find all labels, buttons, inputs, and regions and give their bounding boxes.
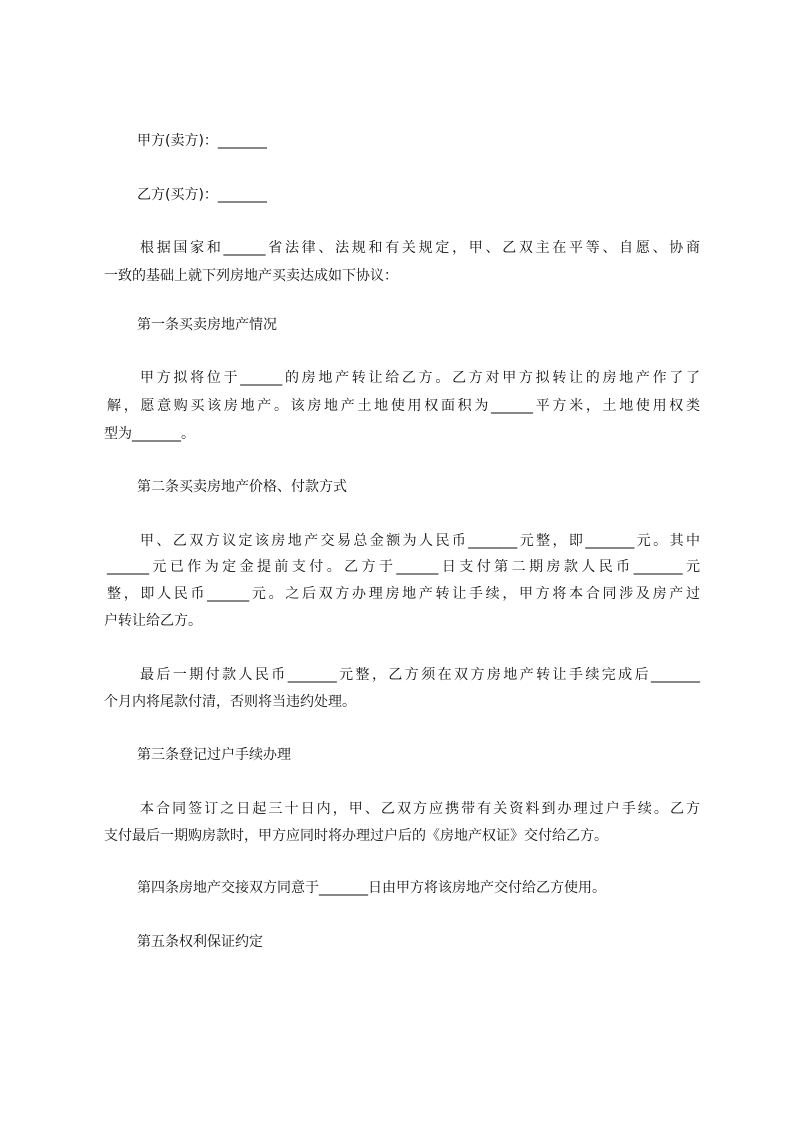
article2-final-line: 个月内将尾款付清，否则将当违约处理。 [104, 694, 356, 710]
article1-title: 第一条买卖房地产情况 [137, 317, 277, 333]
article2-line: 甲、乙双方议定该房地产交易总金额为人民币_______元整，即_______元。其中 [140, 533, 700, 549]
party-a-line: 甲方(卖方)：_______ [137, 133, 267, 149]
article5-title: 第五条权利保证约定 [137, 934, 263, 950]
party-b-line: 乙方(买方)：_______ [137, 187, 267, 203]
preamble-line: 一致的基础上就下列房地产买卖达成如下协议： [104, 268, 398, 284]
article1-line: 甲方拟将位于______的房地产转让给乙方。乙方对甲方拟转让的房地产作了了 [140, 370, 700, 386]
article4-line: 第四条房地产交接双方同意于_______日由甲方将该房地产交付给乙方使用。 [137, 880, 606, 896]
article3-line: 支付最后一期购房款时，甲方应同时将办理过户后的《房地产权证》交付给乙方。 [104, 828, 608, 844]
article2-title: 第二条买卖房地产价格、付款方式 [137, 479, 347, 495]
article3-line: 本合同签订之日起三十日内，甲、乙双方应携带有关资料到办理过户手续。乙方 [140, 801, 700, 817]
article2-final-line: 最后一期付款人民币_______元整，乙方须在双方房地产转让手续完成后_______ [140, 667, 700, 683]
article2-line: 户转让给乙方。 [104, 613, 202, 629]
article1-line: 解，愿意购买该房地产。该房地产土地使用权面积为______平方米，土地使用权类 [107, 398, 700, 414]
article2-line: 整，即人民币______元。之后双方办理房地产转让手续，甲方将本合同涉及房产过 [107, 586, 700, 602]
preamble-line: 根据国家和______省法律、法规和有关规定，甲、乙双主在平等、自愿、协商 [140, 240, 700, 256]
article1-line: 型为_______。 [104, 426, 195, 442]
article3-title: 第三条登记过户手续办理 [137, 747, 291, 763]
article2-line: ______元已作为定金提前支付。乙方于______日支付第二期房款人民币_______元 [107, 559, 700, 575]
